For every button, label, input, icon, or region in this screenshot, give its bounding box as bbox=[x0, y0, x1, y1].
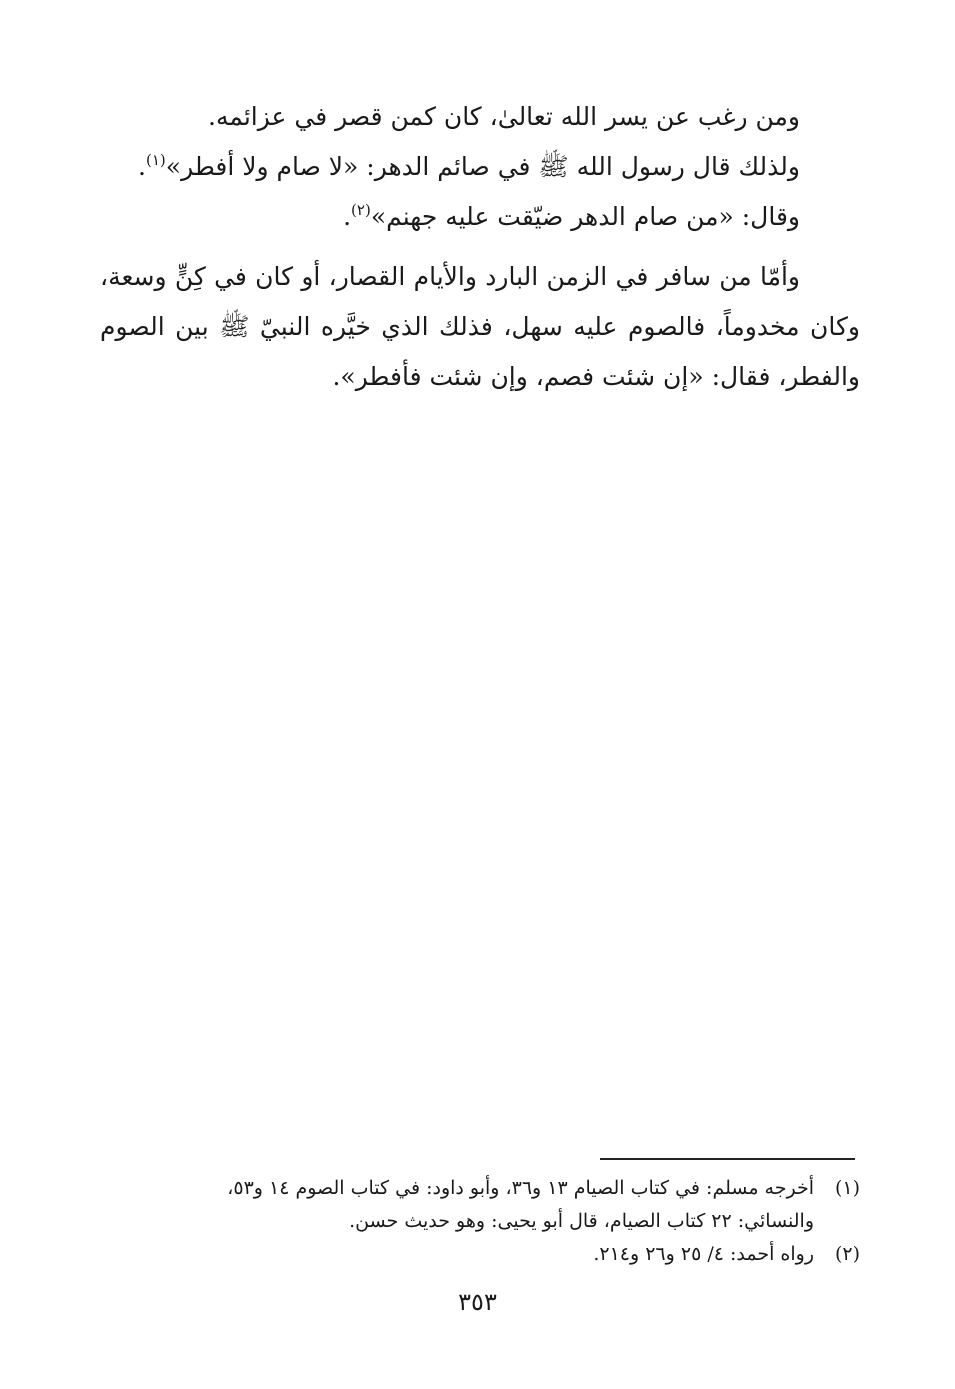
footnote-ref: (١) bbox=[146, 151, 166, 169]
text-segment: . bbox=[138, 152, 146, 181]
footnote-ref: (٢) bbox=[351, 201, 371, 219]
text-line bbox=[100, 142, 860, 192]
footnote-number: (٢) bbox=[834, 1243, 860, 1265]
footnote-number: (١) bbox=[834, 1177, 860, 1199]
footnote-1-continued: والنسائي: ٢٢ كتاب الصيام، قال أبو يحيى: وهو حديث حسن. bbox=[349, 1210, 814, 1232]
text-line: وكان مخدوماً، فالصوم عليه سهل، فذلك الذي خيَّره النبيّ ﷺ بين الصوم bbox=[100, 312, 860, 341]
text-segment: . bbox=[343, 202, 352, 231]
footnote-divider bbox=[600, 1158, 855, 1160]
text-line: ومن رغب عن يسر الله تعالىٰ، كان كمن قصر في عزائمه. bbox=[208, 102, 800, 131]
footnote-2 bbox=[100, 1238, 860, 1271]
main-text-paragraph-1 bbox=[100, 92, 860, 242]
main-text-paragraph-2 bbox=[100, 252, 860, 402]
footnotes bbox=[100, 1172, 860, 1271]
text-segment: ولذلك قال رسول الله ﷺ في صائم الدهر: «لا صام ولا أفطر» bbox=[165, 152, 800, 181]
text-line: وأمّا من سافر في الزمن البارد والأيام القصار، أو كان في كِنٍّ وسعة، bbox=[100, 262, 800, 291]
footnote-text: رواه أحمد: ٤/ ٢٥ و٢٦ و٢١٤. bbox=[593, 1243, 814, 1265]
page-number: ٣٥٣ bbox=[458, 1288, 497, 1316]
text-line bbox=[100, 192, 860, 242]
footnote-text: أخرجه مسلم: في كتاب الصيام ١٣ و٣٦، وأبو داود: في كتاب الصوم ١٤ و٥٣، bbox=[227, 1177, 814, 1199]
text-segment: وقال: «من صام الدهر ضيّقت عليه جهنم» bbox=[370, 202, 800, 231]
footnote-1 bbox=[100, 1172, 860, 1205]
text-line: والفطر، فقال: «إن شئت فصم، وإن شئت فأفطر». bbox=[332, 362, 860, 391]
